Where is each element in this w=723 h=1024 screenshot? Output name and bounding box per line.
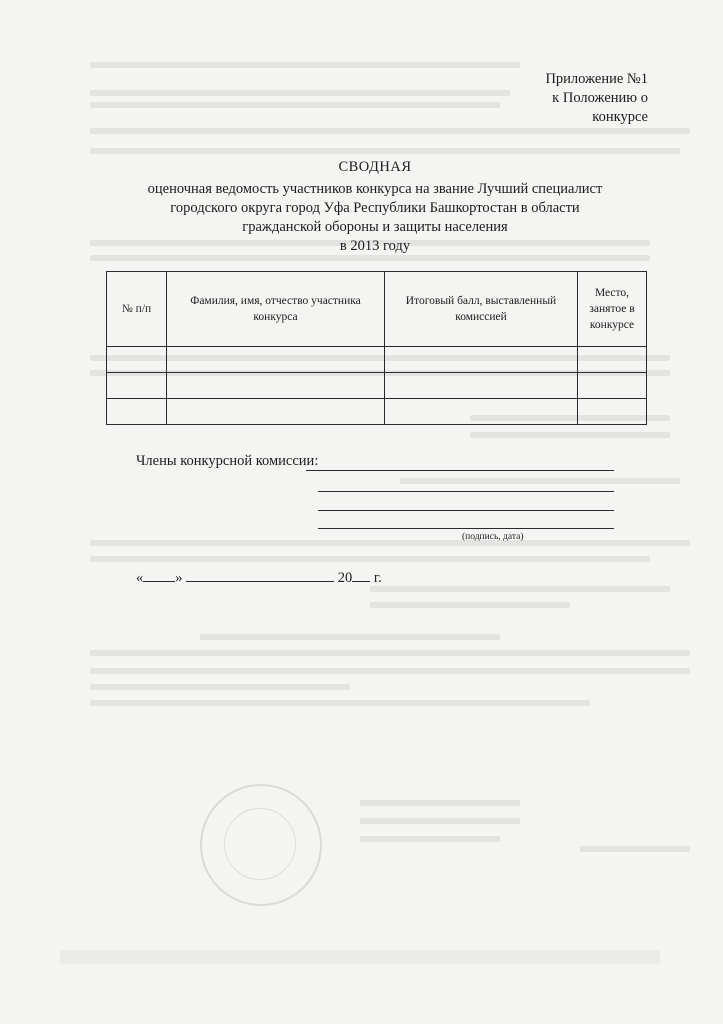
table-cell: [167, 373, 385, 399]
signature-line: [306, 470, 614, 471]
table-row: [107, 373, 647, 399]
document-title: [100, 158, 650, 256]
header-participant-name: Фамилия, имя, отчество участника конкурса: [167, 272, 385, 347]
date-open-quote: «: [136, 570, 144, 586]
title-line-2: городского округа город Уфа Республики Башкортостан в области: [170, 200, 580, 216]
faint-seal-stamp: [200, 784, 322, 906]
table-cell: [385, 399, 578, 425]
table-cell: [385, 347, 578, 373]
appendix-line-3: конкурсе: [592, 109, 648, 125]
table-cell: [578, 399, 647, 425]
year-blank: [352, 567, 370, 582]
date-field: [136, 567, 382, 587]
table-row: [107, 347, 647, 373]
title-line-4: в 2013 году: [339, 238, 411, 254]
table-cell: [107, 347, 167, 373]
table-row: [107, 399, 647, 425]
signature-line: [318, 528, 614, 529]
month-blank: [186, 567, 334, 582]
title-heading: СВОДНАЯ: [338, 159, 412, 175]
header-place: Место, занятое в конкурсе: [578, 272, 647, 347]
title-line-3: гражданской обороны и защиты населения: [242, 219, 508, 235]
year-prefix: 20: [337, 570, 353, 586]
table-cell: [167, 347, 385, 373]
date-close-quote: »: [175, 570, 183, 586]
table-header-row: [107, 272, 647, 347]
table-cell: [167, 399, 385, 425]
appendix-line-1: Приложение №1: [545, 71, 648, 87]
signature-line: [318, 510, 614, 511]
title-line-1: оценочная ведомость участников конкурса на звание Лучший специалист: [147, 181, 603, 197]
day-blank: [143, 567, 175, 582]
table-cell: [107, 399, 167, 425]
table-cell: [107, 373, 167, 399]
signature-caption: (подпись, дата): [462, 532, 524, 542]
table-cell: [578, 347, 647, 373]
appendix-line-2: к Положению о: [552, 90, 648, 106]
commission-members-label: Члены конкурсной комиссии:: [136, 453, 319, 469]
appendix-reference: [488, 70, 648, 127]
score-table: [106, 271, 647, 425]
header-number: № п/п: [107, 272, 167, 347]
table-cell: [578, 373, 647, 399]
signature-line: [318, 491, 614, 492]
year-suffix: г.: [373, 570, 382, 586]
header-final-score: Итоговый балл, выставленный комиссией: [385, 272, 578, 347]
table-cell: [385, 373, 578, 399]
